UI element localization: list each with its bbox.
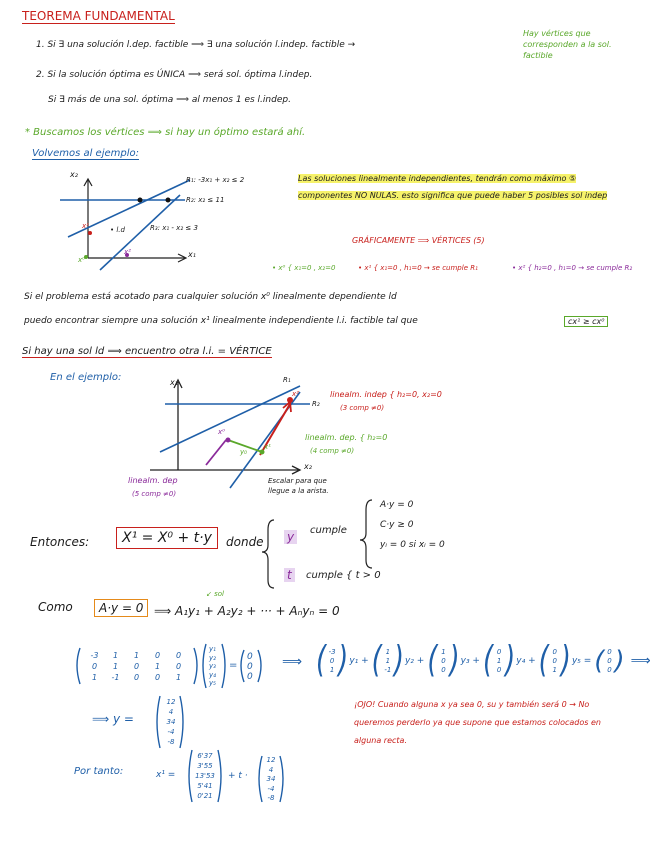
column-vector: ( 1 1 -1 ) y₂ + [371, 640, 425, 682]
graph1-r1-label: R₁: -3x₁ + x₂ ≤ 2 [186, 176, 245, 184]
zero-vector: 0 0 0 [247, 652, 253, 682]
theorem-line-2a: 2. Si la solución óptima es ÚNICA ⟹ será sol. óptima l.indep. [36, 70, 313, 80]
ay-zero-box: A·y = 0 [94, 599, 148, 617]
page-title: TEOREMA FUNDAMENTAL [22, 9, 175, 23]
matrix-cell: 0 [154, 651, 161, 660]
por-tanto-label: Por tanto: [74, 766, 124, 777]
theorem-line-1: 1. Si ∃ una solución l.dep. factible ⟹ ∃ una solución l.indep. factible → [36, 40, 356, 50]
graph1-x1-point: x¹ [82, 222, 89, 230]
matrix-cell: 1 [175, 673, 182, 682]
graph2-r2-label: R₂ [312, 400, 320, 408]
matrix-cell: 1 [133, 651, 140, 660]
en-ejemplo-line: En el ejemplo: [50, 372, 122, 383]
t-plus: + t · [228, 771, 248, 781]
graph1-x2-label: x₂ [70, 170, 78, 179]
graph1-x2-point: x² [124, 248, 131, 256]
matrix-cell: 0 [133, 673, 140, 682]
matrix-cell: -3 [90, 651, 99, 660]
acotado-line-2: puedo encontrar siempre una solución x¹ linealmente independiente l.i. factible tal que [24, 316, 418, 326]
graficamente-line: GRÁFICAMENTE ⟹ VÉRTICES (5) [352, 236, 485, 245]
graph1-r2-label: R₂: x₂ ≤ 11 [186, 196, 225, 204]
case-x1: • x¹ { x₁=0 , h₁=0 → se cumple R₁ [358, 264, 478, 272]
y-var: y [284, 530, 297, 544]
matrix-cell: 1 [112, 662, 119, 671]
matrix-cell: 1 [154, 662, 161, 671]
case-x0: • x⁰ { x₁=0 , x₂=0 [272, 264, 336, 272]
matrix-cell: -1 [111, 673, 120, 682]
graph2-purple-sub: (5 comp ≠0) [132, 490, 177, 498]
graph2-red-sub: (3 comp ≠0) [340, 404, 385, 412]
column-vector: ( 1 0 0 ) y₃ + [427, 640, 480, 682]
graph2-x1-point: x¹ [264, 443, 271, 451]
entonces-label: Entonces: [30, 535, 90, 549]
matrix-cell: 1 [112, 651, 119, 660]
graph2-green-sub: (4 comp ≠0) [310, 447, 355, 455]
y-solution-vector: 12 4 34 -4 -8 [166, 698, 176, 746]
matrix-cell: 0 [154, 673, 161, 682]
graph1-ld-label: • l.d [110, 226, 125, 234]
yellow-text: Las soluciones linealmente independientes, tendrán como máximo ⑤ componentes NO NULAS. esto significa que puede haber 5 posibles sol indep [298, 174, 608, 200]
graph2-x0-point: x⁰ [218, 428, 225, 436]
graph2-red-label: linealm. indep { h₂=0, x₂=0 [330, 390, 442, 399]
graph2-x1-label: x₁ [170, 378, 178, 387]
inequality-box: cx¹ ≥ cx⁰ [564, 316, 608, 327]
zero-result: ( 0 0 0 ) ⟹ [594, 646, 651, 676]
matrix-cell: 0 [133, 662, 140, 671]
y-cumple: cumple [310, 525, 347, 536]
y-solution-label: ⟹ y = [92, 712, 134, 726]
column-vector: ( 0 0 1 ) y₅ = [538, 640, 592, 682]
graph2-x2-point: x² [292, 390, 299, 398]
matrix-cell: 0 [175, 651, 182, 660]
t-values-vector: 12 4 34 -4 -8 [266, 756, 276, 802]
matrix-cell: 0 [175, 662, 182, 671]
x1-equals: x¹ = [156, 770, 176, 780]
graph2-r1-label: R₁ [283, 376, 291, 384]
implies-arrow: ⟹ [282, 654, 303, 670]
como-label: Como [38, 600, 73, 614]
y-vector: y₁ y₂ y₃ y₄ y₅ [209, 645, 216, 687]
matrix-cell: 1 [91, 673, 98, 682]
graph2-escalar-note: Escalar para que llegue a la arista. [268, 477, 329, 495]
main-formula: X¹ = X⁰ + t·y [116, 527, 218, 549]
t-var: t [284, 568, 295, 582]
theorem-note: Hay vértices que corresponden a la sol. factible [523, 29, 612, 60]
condition-1: A·y = 0 [380, 500, 414, 510]
condition-3: yᵢ = 0 si xᵢ = 0 [380, 540, 445, 550]
sum-equation: ⟹ A₁y₁ + A₂y₂ + ··· + Aₙyₙ = 0 [154, 604, 340, 618]
theorem-line-2b: Si ∃ más de una sol. óptima ⟹ al menos 1 es l.indep. [48, 95, 291, 105]
condition-2: C·y ≥ 0 [380, 520, 414, 530]
column-vector: ( -3 0 1 ) y₁ + [316, 640, 369, 682]
graph2-purple-label: linealm. dep [128, 476, 178, 485]
hay-ld-text: Si hay una sol ld ⟹ encuentro otra l.i. = VÉRTICE [22, 346, 272, 357]
x-values-vector: 6'37 3'55 13'53 5'41 0'21 [195, 752, 215, 800]
acotado-line-1: Si el problema está acotado para cualquier solución x⁰ linealmente dependiente ld [24, 292, 397, 302]
graph2-x2-label: x₂ [304, 462, 312, 471]
t-cumple: cumple { t > 0 [306, 570, 381, 581]
graph1-x0-point: x⁰ [78, 256, 85, 264]
sum-note: ↙ sol [206, 590, 224, 598]
equals-sign: = [229, 660, 238, 671]
column-vector: ( 0 1 0 ) y₄ + [482, 640, 536, 682]
ojo-text: ¡OJO! Cuando alguna x ya sea 0, su y también será 0 → No queremos perderlo ya que supone que estamos colocados en alguna recta. [354, 700, 601, 745]
case-x2: • x² { h₂=0 , h₁=0 → se cumple R₂ [512, 264, 633, 272]
graph2-green-label: linealm. dep. { h₂=0 [305, 433, 388, 442]
buscamos-line: * Buscamos los vértices ⟹ si hay un óptimo estará ahí. [25, 127, 306, 138]
graph1-x1-label: x₁ [188, 250, 196, 259]
graph1-r3-label: R₃: x₁ - x₂ ≤ 3 [150, 224, 198, 232]
volvemos-line: Volvemos al ejemplo: [32, 148, 139, 159]
graph2-y0-label: y₀ [240, 448, 247, 456]
matrix-cell: 0 [91, 662, 98, 671]
donde-label: donde [226, 535, 264, 549]
